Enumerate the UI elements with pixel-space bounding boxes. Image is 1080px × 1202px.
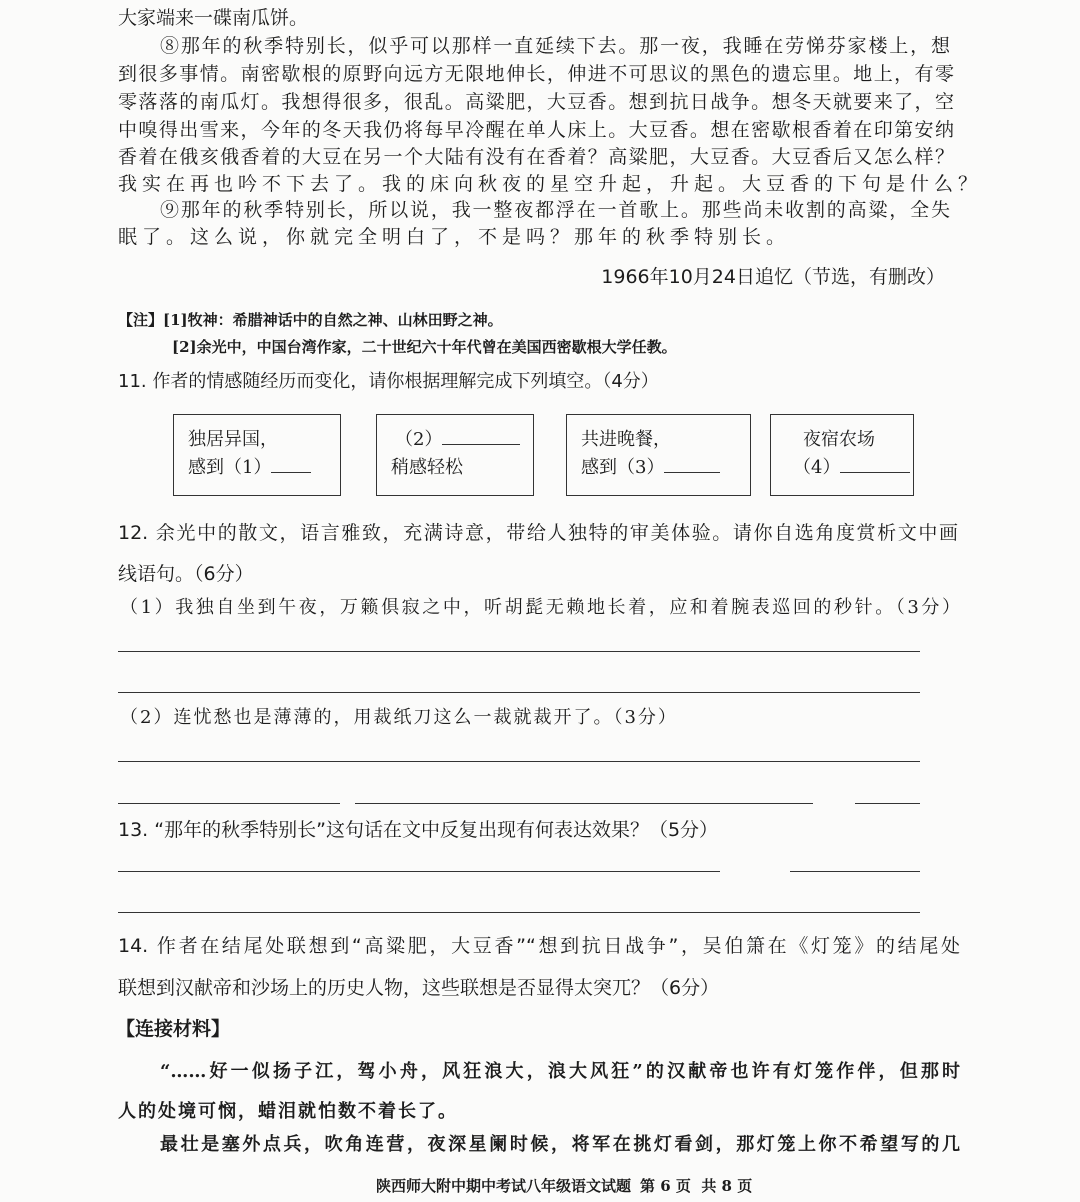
answer-blank-1[interactable] (271, 456, 311, 473)
emotion-box-2 (376, 414, 534, 496)
box-text: 夜宿农场 (803, 429, 875, 450)
paragraph-8-line: 香着在俄亥俄香着的大豆在另一个大陆有没有在香着？高粱肥，大豆香。大豆香后又怎么样？ (118, 146, 954, 168)
question-13: 13. “那年的秋季特别长”这句话在文中反复出现有何表达效果？（5分） (118, 819, 719, 841)
paragraph-8-line: 中嗅得出雪来，今年的冬天我仍将每早冷醒在单人床上。大豆香。想在密歇根香着在印第安纳 (118, 119, 954, 141)
answer-line[interactable] (855, 803, 920, 804)
question-14-cont: 联想到汉献帝和沙场上的历史人物，这些联想是否显得太突兀？（6分） (118, 977, 720, 999)
answer-blank-4[interactable] (840, 456, 910, 473)
material-line: “……好一似扬子江，驾小舟，风狂浪大，浪大风狂”的汉献帝也许有灯笼作伴，但那时 (160, 1061, 960, 1082)
box-label: （4） (793, 457, 841, 478)
box-text (395, 425, 520, 451)
question-14: 14. 作者在结尾处联想到“高粱肥，大豆香”“想到抗日战争”，吴伯箫在《灯笼》的结尾处 (118, 935, 960, 957)
question-12-cont: 线语句。（6分） (118, 563, 254, 585)
answer-line[interactable] (118, 871, 720, 872)
answer-line[interactable] (118, 692, 920, 693)
box-label: 感到（3） (581, 457, 665, 478)
answer-line[interactable] (118, 651, 920, 652)
footnote-1: 【注】[1]牧神：希腊神话中的自然之神、山林田野之神。 (118, 311, 503, 329)
material-line: 最壮是塞外点兵，吹角连营，夜深星阑时候，将军在挑灯看剑，那灯笼上你不希望写的几 (160, 1134, 960, 1155)
paragraph-9-line: ⑨那年的秋季特别长，所以说，我一整夜都浮在一首歌上。那些尚未收割的高粱，全失 (160, 199, 950, 221)
footer-exam-title: 陕西师大附中期中考试八年级语文试题 (376, 1177, 632, 1195)
answer-blank-2[interactable] (442, 428, 520, 445)
box-label: 感到（1） (188, 457, 272, 478)
box-text (188, 453, 311, 479)
material-label: 【连接材料】 (116, 1018, 231, 1040)
box-text (581, 453, 720, 479)
question-12-part-1: （1）我独自坐到午夜，万籁俱寂之中，听胡髭无赖地长着，应和着腕表巡回的秒针。（3分） (120, 597, 960, 618)
answer-line[interactable] (790, 871, 920, 872)
answer-line[interactable] (118, 912, 920, 913)
box-text (793, 453, 910, 479)
answer-blank-3[interactable] (664, 456, 720, 473)
paragraph-8-line: ⑧那年的秋季特别长，似乎可以那样一直延续下去。那一夜，我睡在劳悌芬家楼上，想 (160, 35, 950, 57)
paragraph-8-line: 到很多事情。南密歇根的原野向远方无限地伸长，伸进不可思议的黑色的遗忘里。地上，有零 (118, 63, 954, 85)
paragraph-9-line: 眠了。这么说，你就完全明白了，不是吗？那年的秋季特别长。 (118, 226, 791, 248)
footnote-2: [2]余光中，中国台湾作家，二十世纪六十年代曾在美国西密歇根大学任教。 (172, 338, 677, 356)
paragraph-8-line: 零落落的南瓜灯。我想得很多，很乱。高粱肥，大豆香。想到抗日战争。想冬天就要来了，空 (118, 91, 954, 113)
box-text: 稍感轻松 (391, 457, 463, 478)
answer-line[interactable] (118, 761, 920, 762)
footer-page-number: 第 6 页 共 8 页 (640, 1177, 753, 1195)
answer-line[interactable] (118, 803, 340, 804)
box-text: 共进晚餐， (581, 429, 671, 450)
source-note: 1966年10月24日追忆（节选，有删改） (601, 266, 945, 288)
emotion-box-3 (566, 414, 751, 496)
question-12-part-2: （2）连忧愁也是薄薄的，用裁纸刀这么一裁就裁开了。（3分） (120, 707, 678, 728)
passage-line: 大家端来一碟南瓜饼。 (118, 7, 309, 29)
paragraph-8-line: 我实在再也吟不下去了。我的床向秋夜的星空升起，升起。大豆香的下句是什么？ (118, 173, 983, 195)
answer-line[interactable] (355, 803, 813, 804)
emotion-box-1 (173, 414, 341, 496)
box-text: 独居异国， (188, 429, 278, 450)
material-line: 人的处境可悯，蜡泪就怕数不着长了。 (118, 1101, 458, 1122)
question-12: 12. 余光中的散文，语言雅致，充满诗意，带给人独特的审美体验。请你自选角度赏析文中画 (118, 522, 958, 544)
question-11: 11. 作者的情感随经历而变化，请你根据理解完成下列填空。（4分） (118, 371, 659, 392)
box-label: （2） (395, 429, 443, 450)
emotion-box-4 (770, 414, 914, 496)
